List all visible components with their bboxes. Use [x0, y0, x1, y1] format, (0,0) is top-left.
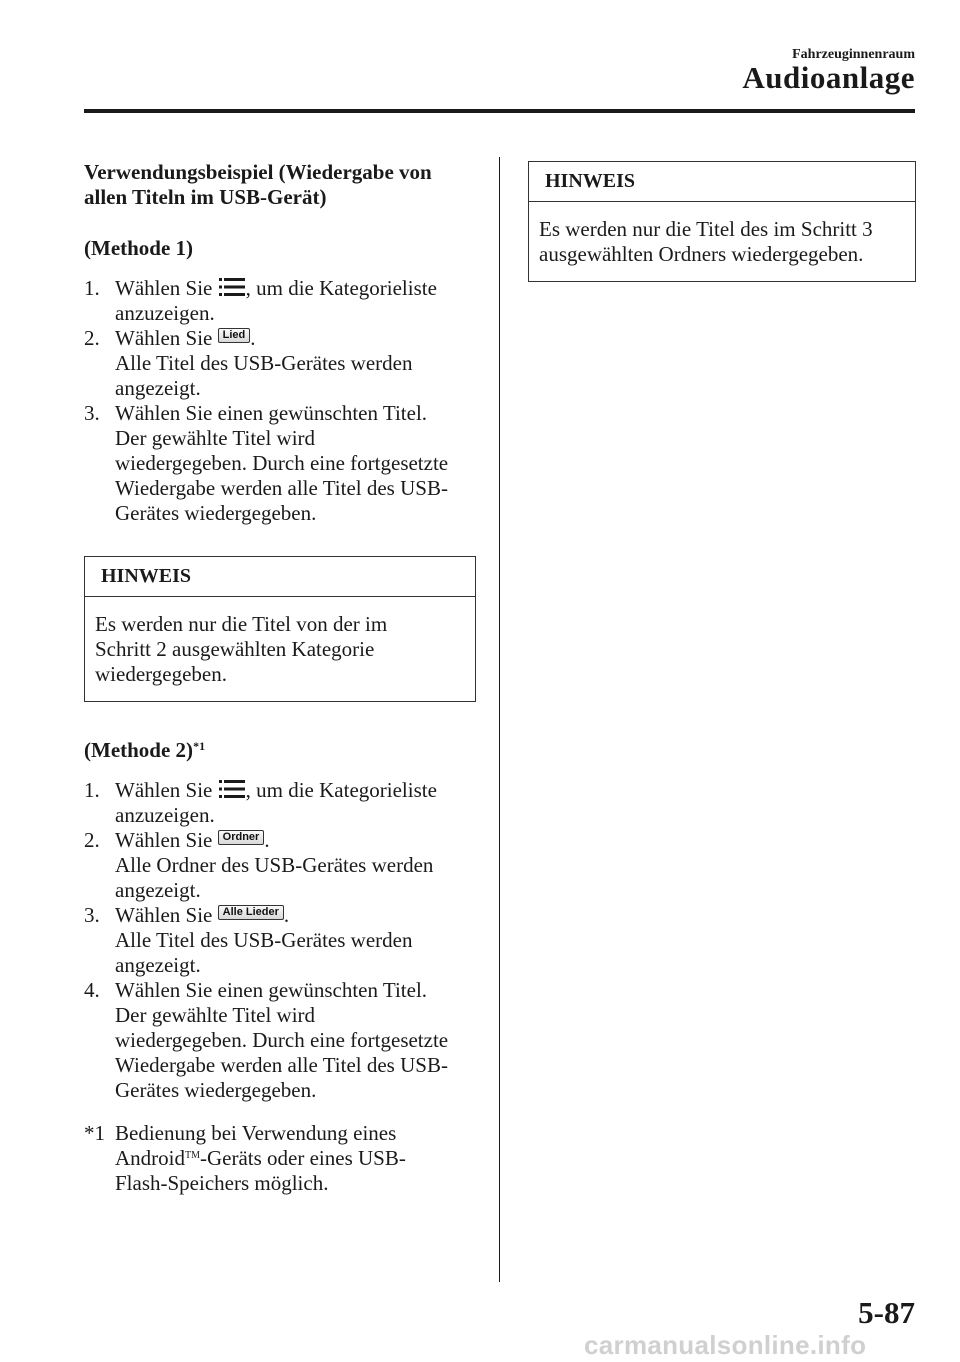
method-2-title: (Methode 2)$^{*1}$ — [84, 738, 206, 762]
lied-button: Lied — [218, 328, 251, 343]
column-divider — [499, 157, 500, 1282]
method-2-step-1: 1. Wählen Sie , um die Kategorieliste anzuzeigen. — [84, 778, 437, 827]
page-number: 5-87 — [858, 1295, 915, 1330]
note-body: Es werden nur die Titel von der im Schritt 2 ausgewählten Kategorie wiedergegeben. — [95, 612, 388, 686]
method-2-step-2: 2. Wählen Sie Ordner . Alle Ordner des USB-Gerätes werden angezeigt. — [84, 828, 434, 902]
list-menu-icon — [219, 276, 245, 298]
method-1-step-2: 2. Wählen Sie Lied . Alle Titel des USB-Gerätes werden angezeigt. — [84, 326, 413, 400]
trademark-symbol: TM — [185, 1150, 200, 1161]
note-body: Es werden nur die Titel des im Schritt 3 ausgewählten Ordners wiedergegeben. — [539, 217, 873, 266]
method-2-step-3: 3. Wählen Sie Alle Lieder . Alle Titel des USB-Gerätes werden angezeigt. — [84, 903, 413, 977]
method-1-step-3: 3. Wählen Sie einen gewünschten Titel. Der gewählte Titel wird wiedergegeben. Durch eine fortgesetzte Wiedergabe werden alle Titel des USB- Gerätes wiedergegeben. — [84, 401, 449, 525]
method-2-step-4: 4. Wählen Sie einen gewünschten Titel. Der gewählte Titel wird wiedergegeben. Durch eine fortgesetzte Wiedergabe werden alle Titel des USB- Gerätes wiedergegeben. — [84, 978, 449, 1102]
note-box-method-2 — [528, 161, 916, 282]
method-1-step-1: 1. Wählen Sie , um die Kategorieliste anzuzeigen. — [84, 276, 437, 325]
note-title: HINWEIS — [85, 557, 475, 597]
alle-lieder-button: Alle Lieder — [218, 905, 284, 920]
right-column — [528, 161, 916, 282]
footnote-marker: *1 — [193, 739, 206, 753]
header-divider — [84, 109, 915, 113]
note-title: HINWEIS — [529, 162, 915, 202]
method-1-title: (Methode 1) — [84, 236, 194, 260]
note-box-method-1 — [84, 556, 476, 702]
list-menu-icon — [219, 778, 245, 800]
footnote: *1 Bedienung bei Verwendung eines Android™-Geräts oder eines USB- Flash-Speichers möglich. — [84, 1121, 406, 1195]
left-column — [84, 160, 476, 1196]
chapter-title: Audioanlage — [742, 60, 915, 95]
example-heading: Verwendungsbeispiel (Wiedergabe von allen Titeln im USB-Gerät) — [84, 160, 432, 209]
ordner-button: Ordner — [218, 830, 265, 845]
watermark: carmanualsonline.info — [584, 1330, 867, 1360]
section-title: Fahrzeuginnenraum — [792, 47, 915, 62]
